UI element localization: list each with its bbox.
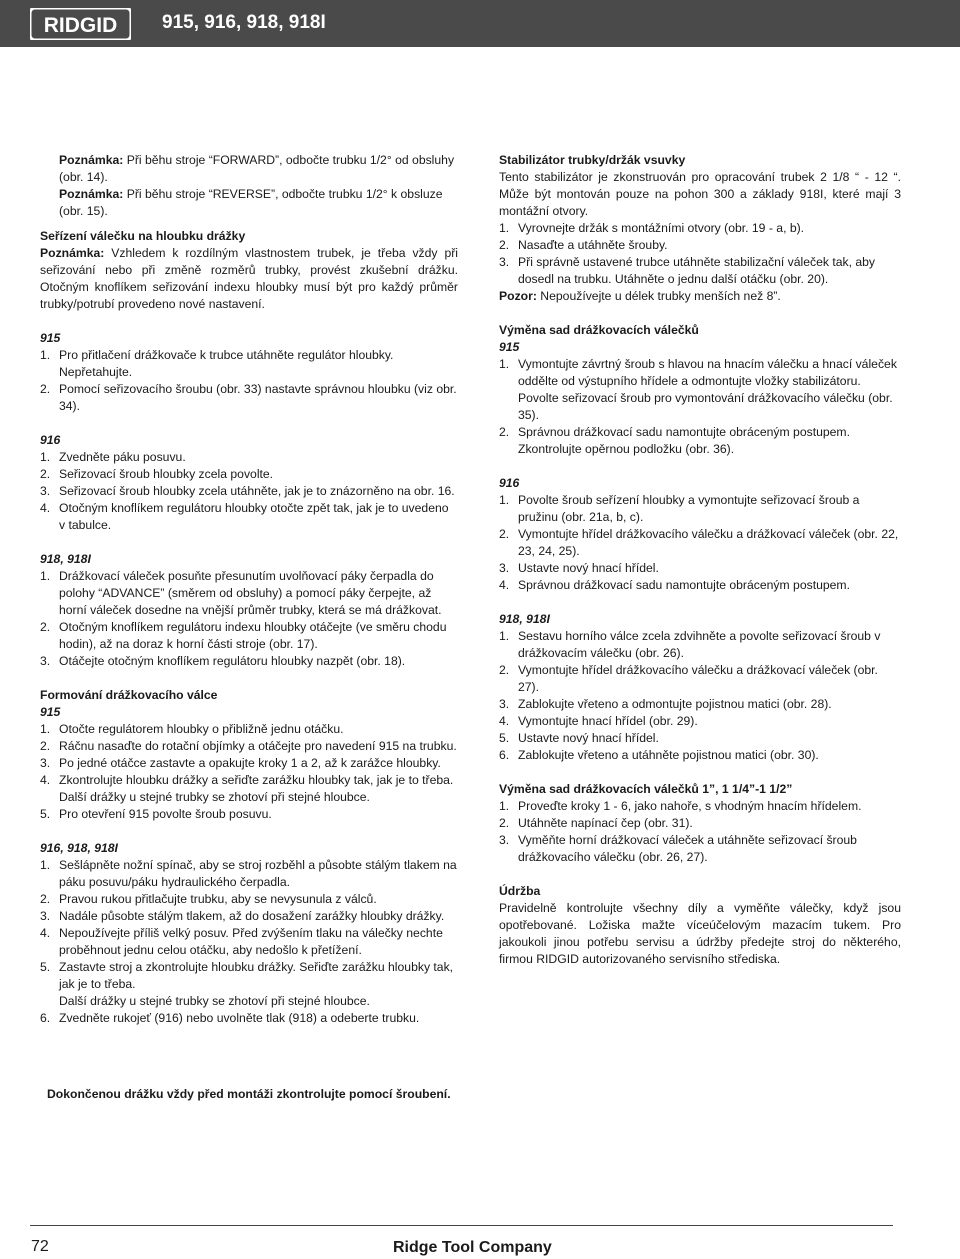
list-item: 1. Sešlápněte nožní spínač, aby se stroj rozběhl a působte stálým tlakem na páku posuvu/páku hydraulického čerpadla.	[40, 858, 457, 889]
header-title: 915, 916, 918, 918I	[162, 12, 326, 33]
list-item: 4. Nepoužívejte příliš velký posuv. Před zvýšením tlaku na válečky nechte proběhnout jednu celou otáčku, aby nedošlo k přetížení.	[40, 926, 443, 957]
caution-note: Pozor: Nepoužívejte u délek trubky menších než 8”.	[499, 289, 781, 303]
list-item: 3. Vyměňte horní drážkovací váleček a utáhněte seřizovací šroub drážkovacího válečku (obr. 26, 27).	[499, 833, 857, 864]
left-column	[40, 152, 458, 1027]
company-name: Ridge Tool Company	[393, 1239, 552, 1256]
list-item: 2. Pomocí seřizovacího šroubu (obr. 33) nastavte správnou hloubku (viz obr. 34).	[40, 382, 457, 413]
list-item: 4. Otočným knoflíkem regulátoru hloubky otočte zpět tak, jak je to uvedeno v tabulce.	[40, 501, 449, 532]
list-item: 6. Zvedněte rukojeť (916) nebo uvolněte tlak (918) a odeberte trubku.	[40, 1011, 420, 1025]
model-label: 915	[499, 340, 520, 354]
list-item: 4. Zkontrolujte hloubku drážky a seřiďte zarážku hloubky tak, jak je to třeba. Další drážky u stejné trubky se zhotoví při stejné hloubce.	[40, 773, 454, 804]
final-note: Dokončenou drážku vždy před montáži zkontrolujte pomocí šroubení.	[47, 1087, 451, 1101]
model-label: 916, 918, 918I	[40, 841, 118, 855]
list-item: 2. Seřizovací šroub hloubky zcela povolte.	[40, 467, 274, 481]
right-column	[499, 152, 901, 968]
list-item: 2. Otočným knoflíkem regulátoru indexu hloubky otáčejte (ve směru chodu hodin), až na doraz k horní části stroje (obr. 17).	[40, 620, 447, 651]
model-label: 915	[40, 705, 61, 719]
note-label: Poznámka:	[59, 153, 124, 167]
list-item: 3. Ustavte nový hnací hřídel.	[499, 561, 659, 575]
section-paragraph: Tento stabilizátor je zkonstruován pro opracování trubek 2 1/8 “ - 12 “. Může být montován pouze na pohon 300 a základy 918I, které mají 3 montážní otvory.	[499, 170, 901, 218]
list-item: 2. Pravou rukou přitlačujte trubku, aby se nevysunula z válců.	[40, 892, 377, 906]
section-paragraph: Poznámka: Vzhledem k rozdílným vlastnostem trubek, je třeba vždy při seřizování nebo při změně rozměrů trubky, provést zkušební drážku. Otočným knoflíkem seřizování indexu hloubky musí být pro každý průměr trubky/potrubí provedeno nové nastavení.	[40, 246, 458, 311]
section-heading: Výměna sad drážkovacích válečků	[499, 323, 699, 337]
page-number: 72	[31, 1238, 49, 1255]
list-item: 1. Sestavu horního válce zcela zdvihněte a povolte seřizovací šroub v drážkovacím válečku (obr. 26).	[499, 629, 881, 660]
page-header	[0, 0, 960, 47]
section-heading: Výměna sad drážkovacích válečků 1”, 1 1/4”-1 1/2”	[499, 782, 793, 796]
list-item: 3. Při správně ustavené trubce utáhněte stabilizační váleček tak, aby dosedl na trubku. Utáhněte o jednu další otáčku (obr. 20).	[499, 255, 876, 286]
model-label: 918, 918I	[499, 612, 550, 626]
list-item: 4. Správnou drážkovací sadu namontujte obráceným postupem.	[499, 578, 850, 592]
list-item: 4. Vymontujte hnací hřídel (obr. 29).	[499, 714, 698, 728]
list-item: 2. Nasaďte a utáhněte šrouby.	[499, 238, 668, 252]
ridgid-logo	[30, 8, 131, 40]
list-item: 1. Otočte regulátorem hloubky o přibližně jednu otáčku.	[40, 722, 344, 736]
note-text: Při běhu stroje “FORWARD”, odbočte trubku 1/2° od obsluhy (obr. 14).	[59, 153, 455, 184]
list-item: 1. Proveďte kroky 1 - 6, jako nahoře, s vhodným hnacím hřídelem.	[499, 799, 862, 813]
list-item: 2. Utáhněte napínací čep (obr. 31).	[499, 816, 693, 830]
list-item: 1. Vymontujte závrtný šroub s hlavou na hnacím válečku a hnací váleček oddělte od výstupního hřídele a odmontujte vložky stabilizátoru. Povolte seřizovací šroub pro vymontování drážkovacího válečku (obr. 35).	[499, 357, 897, 422]
note-reverse	[40, 186, 458, 220]
model-label: 918, 918I	[40, 552, 91, 566]
list-item: 3. Seřizovací šroub hloubky zcela utáhněte, jak je to znázorněno na obr. 16.	[40, 484, 455, 498]
model-label: 915	[40, 331, 61, 345]
list-item: 3. Otáčejte otočným knoflíkem regulátoru hloubky nazpět (obr. 18).	[40, 654, 406, 668]
footer-divider	[30, 1225, 893, 1226]
list-item: 2. Vymontujte hřídel drážkovacího válečku a drážkovací váleček (obr. 27).	[499, 663, 878, 694]
section-heading: Údržba	[499, 884, 541, 898]
logo-text: RIDGID	[43, 14, 118, 37]
list-item: 6. Zablokujte vřeteno a utáhněte pojistnou matici (obr. 30).	[499, 748, 819, 762]
section-heading: Stabilizátor trubky/držák vsuvky	[499, 153, 686, 167]
note-forward	[40, 152, 458, 186]
list-item: 2. Vymontujte hřídel drážkovacího válečku a drážkovací váleček (obr. 22, 23, 24, 25).	[499, 527, 899, 558]
list-item: 1. Zvedněte páku posuvu.	[40, 450, 186, 464]
list-item: 5. Zastavte stroj a zkontrolujte hloubku drážky. Seřiďte zarážku hloubky tak, jak je to třeba. Další drážky u stejné trubky se zhotoví při stejné hloubce.	[40, 960, 454, 1008]
list-item: 5. Ustavte nový hnací hřídel.	[499, 731, 659, 745]
section-heading: Formování drážkovacího válce	[40, 688, 218, 702]
list-item: 1. Povolte šroub seřízení hloubky a vymontujte seřizovací šroub a pružinu (obr. 21a, b, c).	[499, 493, 860, 524]
list-item: 3. Zablokujte vřeteno a odmontujte pojistnou matici (obr. 28).	[499, 697, 832, 711]
list-item: 2. Ráčnu nasaďte do rotační objímky a otáčejte pro navedení 915 na trubku.	[40, 739, 457, 753]
section-heading: Seřízení válečku na hloubku drážky	[40, 229, 246, 243]
list-item: 3. Nadále působte stálým tlakem, až do dosažení zarážky hloubky drážky.	[40, 909, 445, 923]
list-item: 3. Po jedné otáčce zastavte a opakujte kroky 1 a 2, až k zarážce hloubky.	[40, 756, 441, 770]
model-label: 916	[499, 476, 520, 490]
list-item: 2. Správnou drážkovací sadu namontujte obráceným postupem. Zkontrolujte opěrnou podložku (obr. 36).	[499, 425, 850, 456]
list-item: 1. Pro přitlačení drážkovače k trubce utáhněte regulátor hloubky. Nepřetahujte.	[40, 348, 394, 379]
list-item: 1. Vyrovnejte držák s montážními otvory (obr. 19 - a, b).	[499, 221, 805, 235]
model-label: 916	[40, 433, 61, 447]
note-text: Při běhu stroje “REVERSE”, odbočte trubku 1/2° k obsluze (obr. 15).	[59, 187, 443, 218]
list-item: 1. Drážkovací váleček posuňte přesunutím uvolňovací páky čerpadla do polohy “ADVANCE” (směrem od obsluhy) a pomocí páky čerpejte, až horní váleček dosedne na vnější průměr trubky, která se má drážkovat.	[40, 569, 442, 617]
list-item: 5. Pro otevření 915 povolte šroub posuvu.	[40, 807, 272, 821]
note-label: Poznámka:	[59, 187, 124, 201]
section-paragraph: Pravidelně kontrolujte všechny díly a vyměňte válečky, když jsou opotřebované. Ložiska mažte víceúčelovým mazacím tukem. Pro jakoukoli jinou potřebu servisu a údržby předejte stroj do některého, firmou RIDGID autorizovaného servisního střediska.	[499, 901, 901, 966]
